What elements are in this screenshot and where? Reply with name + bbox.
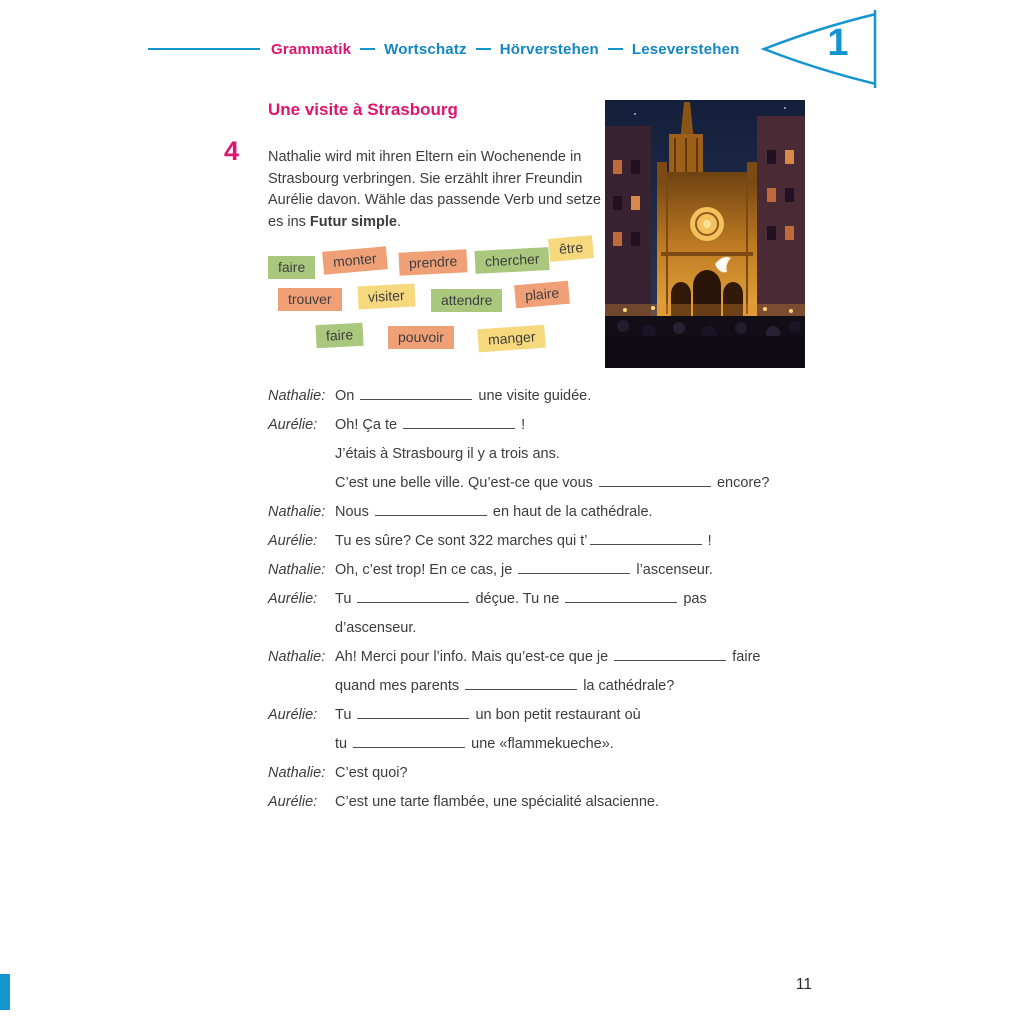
answer-blank <box>599 473 711 487</box>
tab-grammatik: Grammatik <box>271 40 352 58</box>
tab-hoerverstehen: Hörverstehen <box>499 40 599 58</box>
speaker-label: Nathalie: <box>268 504 326 520</box>
dialogue-line: quand mes parents la cathédrale? <box>335 678 675 694</box>
speaker-label: Aurélie: <box>268 533 318 549</box>
speaker-label <box>268 469 335 498</box>
verb-tile: attendre <box>431 289 502 312</box>
speaker-label: Aurélie: <box>268 794 318 810</box>
answer-blank <box>357 705 469 719</box>
dialogue-line: Nous en haut de la cathédrale. <box>335 504 653 520</box>
exercise-title: Une visite à Strasbourg <box>268 100 458 119</box>
dialogue-row <box>268 643 783 672</box>
cathedral-illustration <box>605 100 805 368</box>
dialogue-row <box>268 701 783 730</box>
exercise-number: 4 <box>224 136 240 166</box>
dialogue-row <box>268 759 783 788</box>
speaker-label <box>268 730 335 759</box>
dialogue-line: J’étais à Strasbourg il y a trois ans. <box>335 446 560 462</box>
tab-separator <box>476 48 491 50</box>
verb-tile: prendre <box>398 249 467 276</box>
instruction-text: Nathalie wird mit ihren Eltern ein Wochenende in Strasbourg verbringen. Sie erzählt ihrer Freundin Aurélie davon. Wähle das passende Verb und setze es ins <box>268 149 601 230</box>
verb-tile: trouver <box>278 288 342 311</box>
speaker-label: Nathalie: <box>268 388 326 404</box>
verb-tile: pouvoir <box>388 326 454 349</box>
word-tiles <box>266 236 602 364</box>
tab-separator <box>608 48 623 50</box>
answer-blank <box>614 647 726 661</box>
dialogue-line: Tu un bon petit restaurant où <box>335 707 641 723</box>
speaker-label: Nathalie: <box>268 562 326 578</box>
dialogue-row <box>268 614 783 643</box>
dialogue-row <box>268 788 783 817</box>
dialogue-row <box>268 469 783 498</box>
dialogue-row <box>268 585 783 614</box>
dialogue-line: Tu es sûre? Ce sont 322 marches qui t’ ! <box>335 533 712 549</box>
answer-blank <box>518 560 630 574</box>
answer-blank <box>375 502 487 516</box>
header-rule-line <box>148 48 260 50</box>
dialogue-row <box>268 411 783 440</box>
instruction-bold-term: Futur simple <box>309 213 397 230</box>
instruction-end: . <box>396 213 401 230</box>
verb-tile: chercher <box>474 247 550 274</box>
dialogue-line: On une visite guidée. <box>335 388 592 404</box>
dialogue-row <box>268 440 783 469</box>
speaker-label <box>268 614 335 643</box>
header-tab-strip <box>148 38 740 60</box>
speaker-label: Aurélie: <box>268 591 318 607</box>
dialogue-line: Tu déçue. Tu ne pas <box>335 591 707 607</box>
dialogue-row <box>268 527 783 556</box>
page-edge-bar <box>0 974 10 1010</box>
verb-tile: manger <box>477 325 546 353</box>
dialogue-line: tu une «flammekueche». <box>335 736 614 752</box>
verb-tile: être <box>548 235 594 262</box>
speaker-label: Aurélie: <box>268 417 318 433</box>
answer-blank <box>357 589 469 603</box>
dialogue-line: Oh! Ça te ! <box>335 417 526 433</box>
answer-blank <box>465 676 577 690</box>
verb-tile: visiter <box>357 284 415 310</box>
speaker-label: Aurélie: <box>268 707 318 723</box>
page-number: 11 <box>795 976 812 993</box>
speaker-label <box>268 440 335 469</box>
verb-tile: faire <box>315 323 363 348</box>
answer-blank <box>565 589 677 603</box>
dialogue <box>268 382 783 817</box>
answer-blank <box>353 734 465 748</box>
answer-blank <box>360 386 472 400</box>
tab-leseverstehen: Leseverstehen <box>631 40 740 58</box>
dialogue-row <box>268 672 783 701</box>
speaker-label: Nathalie: <box>268 649 326 665</box>
unit-number: 1 <box>827 22 849 64</box>
speaker-label <box>268 672 335 701</box>
tab-separator <box>360 48 375 50</box>
strasbourg-cathedral-photo <box>605 100 805 368</box>
verb-tile: plaire <box>514 281 570 309</box>
verb-tile: monter <box>322 246 387 274</box>
exercise-instruction <box>268 147 601 233</box>
answer-blank <box>403 415 515 429</box>
verb-tile: faire <box>268 256 315 279</box>
answer-blank <box>590 531 702 545</box>
dialogue-line: d’ascenseur. <box>335 620 417 636</box>
speaker-label: Nathalie: <box>268 765 326 781</box>
dialogue-row <box>268 730 783 759</box>
dialogue-line: Oh, c’est trop! En ce cas, je l’ascenseur. <box>335 562 713 578</box>
dialogue-row <box>268 556 783 585</box>
dialogue-line: C’est une tarte flambée, une spécialité alsacienne. <box>335 794 660 810</box>
tab-wortschatz: Wortschatz <box>384 40 467 58</box>
dialogue-line: C’est une belle ville. Qu’est-ce que vous encore? <box>335 475 770 491</box>
dialogue-row <box>268 382 783 411</box>
dialogue-row <box>268 498 783 527</box>
dialogue-line: C’est quoi? <box>335 765 408 781</box>
dialogue-line: Ah! Merci pour l’info. Mais qu’est-ce que je faire <box>335 649 761 665</box>
